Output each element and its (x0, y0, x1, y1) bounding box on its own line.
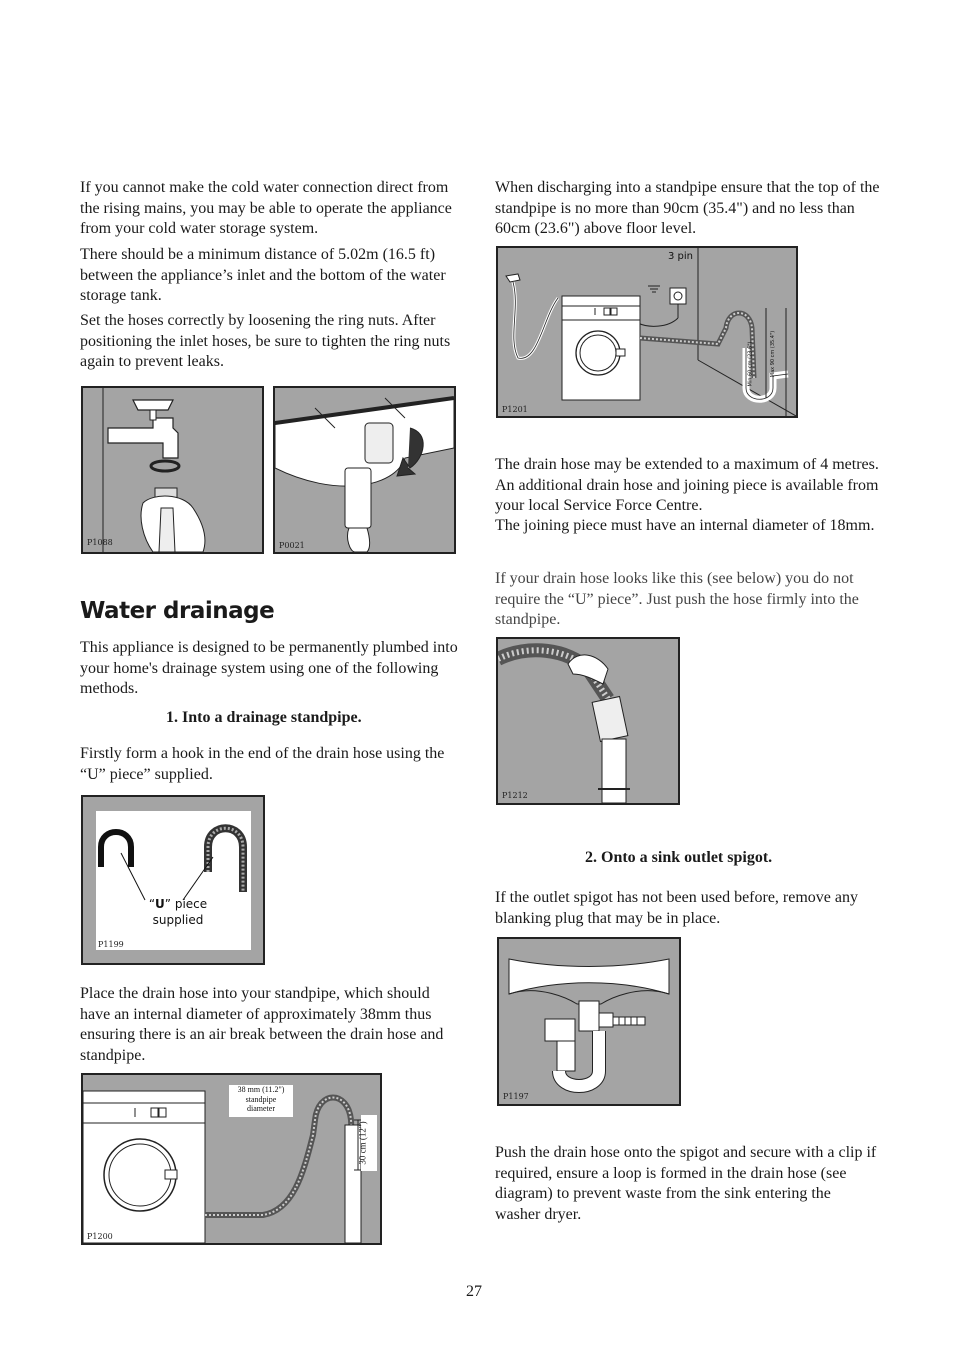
figure-code-p1200: P1200 (87, 1232, 113, 1241)
method-1-title: 1. Into a drainage standpipe. (166, 709, 362, 726)
figure-standpipe (81, 1073, 382, 1245)
figure-code-p1199: P1199 (98, 940, 124, 949)
figure-tap-connection (81, 386, 264, 554)
blanking-plug-paragraph: If the outlet spigot has not been used before, remove any blanking plug that may be in place. (495, 889, 858, 927)
max-height-label: Max 90 cm (35.4") (770, 330, 777, 378)
standpipe-label-line1: 38 mm (11.2") (237, 1085, 285, 1094)
figure-code-p1201: P1201 (502, 405, 528, 414)
figure-code-p1212: P1212 (502, 791, 528, 800)
ring-nuts-paragraph: Set the hoses correctly by loosening the ring nuts. After positioning the inlet hoses, be sure to tighten the ring nuts again to prevent leaks. (80, 312, 451, 371)
distance-paragraph: There should be a minimum distance of 5.02m (16.5 ft) between the appliance’s inlet and the bottom of the water storage tank. (80, 246, 446, 305)
page-number: 27 (466, 1283, 482, 1300)
u-piece-label-rest: ” piece (164, 897, 208, 911)
standpipe-paragraph: Place the drain hose into your standpipe, which should have an internal diameter of approximately 38mm thus ensuring there is an air break between the drain hose and standpipe. (80, 985, 444, 1064)
standpipe-label-line2: standpipe (245, 1094, 277, 1104)
no-u-piece-paragraph: If your drain hose looks like this (see below) you do not require the “U” piece”. Just push the hose firmly into the standpipe. (495, 570, 859, 629)
figure-code-p1197: P1197 (503, 1092, 529, 1101)
three-pin-label: 3 pin (668, 251, 694, 262)
figure-code-p1088: P1088 (87, 538, 113, 547)
standpipe-height-paragraph: When discharging into a standpipe ensure that the top of the standpipe is no more than 90cm (35.4") and no less than 60cm (23.6") above floor level. (495, 179, 880, 238)
hook-paragraph: Firstly form a hook in the end of the drain hose using the “U” piece” supplied. (80, 745, 445, 783)
method-2-title: 2. Onto a sink outlet spigot. (585, 849, 773, 866)
intro-paragraph: If you cannot make the cold water connection direct from the rising mains, you may be able to operate the appliance from your cold water storage system. (80, 179, 452, 238)
drainage-intro-paragraph: This appliance is designed to be permanently plumbed into your home's drainage system using one of the following methods. (80, 639, 458, 698)
figure-room-installation (496, 246, 798, 418)
min-height-label: Min 60 cm (23.6") (747, 341, 754, 387)
figure-hose-into-standpipe (496, 637, 680, 805)
push-hose-paragraph: Push the drain hose onto the spigot and secure with a clip if required, ensure a loop is formed in the drain hose (see diagram) to prevent waste from the sink entering the washer dryer. (495, 1144, 877, 1223)
height-label-30cm: 30 cm (12") (357, 1121, 368, 1165)
extension-paragraph: The drain hose may be extended to a maximum of 4 metres. An additional drain hose and joining piece is available from your local Service Force Centre. (495, 456, 879, 515)
section-heading-water-drainage: Water drainage (80, 598, 275, 624)
figure-code-p0021: P0021 (279, 541, 305, 550)
figure-u-piece (81, 795, 265, 965)
u-piece-label-letter: U (155, 897, 165, 911)
standpipe-label-line3: diameter (247, 1104, 275, 1113)
u-piece-label-open: “ (148, 897, 156, 911)
figure-sink-spigot (497, 937, 681, 1106)
figure-inlet-hose (273, 386, 456, 554)
u-piece-label-supplied: supplied (152, 913, 204, 927)
joining-piece-paragraph: The joining piece must have an internal diameter of 18mm. (495, 517, 875, 534)
